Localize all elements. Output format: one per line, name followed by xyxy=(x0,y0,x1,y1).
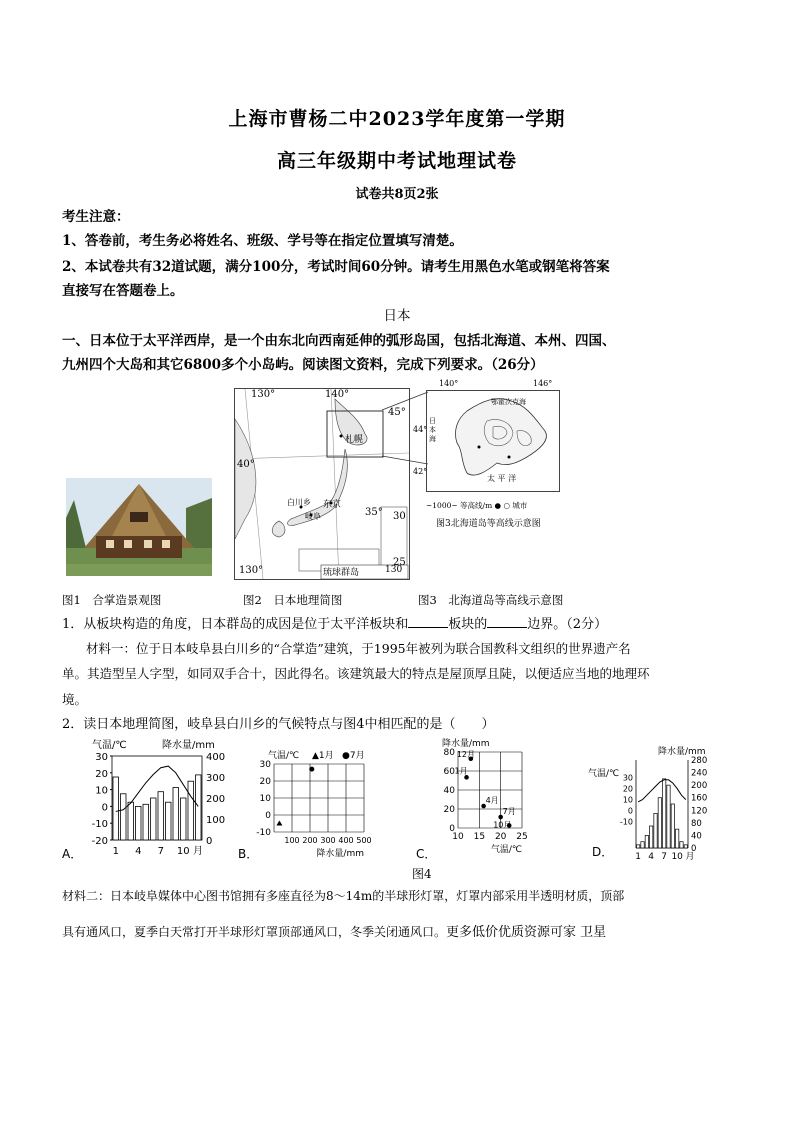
chart-b-legend-jul: ●7月 xyxy=(342,751,365,761)
chart-d-precip-bar xyxy=(667,785,670,848)
chart-c-x-tick: 10 xyxy=(452,832,464,842)
map-label-sapporo: 札幌 xyxy=(345,435,364,445)
chart-a-precip-tick: 0 xyxy=(206,836,213,847)
question-1 xyxy=(62,614,734,636)
material-1-line-3: 境。 xyxy=(62,692,88,707)
chart-d-precip-bar xyxy=(671,804,674,848)
chart-a-temp-tick: 30 xyxy=(95,752,108,763)
chart-b-x-tick: 400 xyxy=(338,836,354,845)
q1-blank-2[interactable] xyxy=(487,615,527,628)
section-title: 日本 xyxy=(383,308,411,324)
map-label-gifu: 岐阜 xyxy=(305,512,321,521)
caption-fig3: 图3 北海道岛等高线示意图 xyxy=(418,593,564,607)
chart-b-y-tick: 0 xyxy=(265,811,271,821)
chart-d-month-tick: 4 xyxy=(648,852,655,860)
chart-d-temp-tick: 20 xyxy=(622,784,633,794)
label-japan-sea: 日本海 xyxy=(429,417,436,443)
section-intro-1: 一、日本位于太平洋西岸，是一个由东北向西南延伸的弧形岛国，包括北海道、本州、四国、 xyxy=(62,333,616,349)
chart-d-precip-tick: 240 xyxy=(691,768,708,779)
chart-d-precip-tick: 280 xyxy=(691,756,708,766)
chart-d-temp-label: 气温/℃ xyxy=(588,769,620,779)
section-intro-2: 九州四个大岛和其它6800多个小岛屿。阅读图文资料，完成下列要求。（26分） xyxy=(62,357,544,373)
chart-c-xlabel: 气温/℃ xyxy=(490,845,522,855)
chart-a-precip-bar xyxy=(113,777,119,840)
page-count: 试卷共8页2张 xyxy=(355,187,439,202)
chart-d-precip-bar xyxy=(684,845,687,848)
chart-a-precip-label: 降水量/mm xyxy=(162,740,215,751)
chart-a-precip-tick: 100 xyxy=(206,815,226,826)
chart-d-temp-tick: 10 xyxy=(622,795,633,805)
map-lat-30: 30 xyxy=(393,511,406,522)
climate-chart-d[interactable] xyxy=(588,744,724,860)
map-lon-140: 140° xyxy=(325,389,350,400)
material-1-line-1: 材料一：位于日本岐阜县白川乡的“合掌造”建筑，于1995年被列为联合国教科文组织的世界遗产名 xyxy=(86,641,631,656)
exam-subtitle: 高三年级期中考试地理试卷 xyxy=(276,150,517,172)
chart-d-precip-bar xyxy=(654,813,657,848)
chart-a-precip-tick: 300 xyxy=(206,773,226,784)
ad-text[interactable]: 更多低价优质资源可家 卫星 xyxy=(446,925,607,940)
chart-a-precip-bar xyxy=(173,788,179,841)
chart-c-point-label: 4月 xyxy=(485,796,499,806)
chart-c-y-tick: 20 xyxy=(443,805,455,815)
map-lon-130: 130° xyxy=(251,389,276,400)
hokkaido-lon-140: 140° xyxy=(439,379,459,388)
chart-b-y-tick: 10 xyxy=(259,794,271,804)
map-label-shirakawa: 白川乡 xyxy=(287,498,311,507)
chart-b-x-tick: 100 xyxy=(284,836,300,845)
q1-text-b: 板块的 xyxy=(448,617,488,632)
chart-d-temp-tick: -10 xyxy=(619,817,633,827)
chart-b-y-tick: -10 xyxy=(256,828,271,838)
chart-c-point-label: 10月 xyxy=(493,820,512,830)
notice-heading: 考生注意： xyxy=(62,209,130,225)
chart-b-x-tick: 200 xyxy=(302,836,318,845)
chart-d-month-tick: 月 xyxy=(685,852,695,860)
chart-d-temp-tick: 30 xyxy=(622,773,633,783)
question-2: 2．读日本地理简图，岐阜县白川乡的气候特点与图4中相匹配的是（ ） xyxy=(62,717,495,732)
chart-a-temp-tick: 10 xyxy=(95,785,108,797)
chart-b-xlabel: 降水量/mm xyxy=(316,849,364,859)
chart-a-month-tick: 4 xyxy=(135,846,142,857)
chart-a-precip-tick: 200 xyxy=(206,794,226,805)
chart-d-precip-bar xyxy=(663,779,666,848)
chart-d-precip-bar xyxy=(637,845,640,848)
chart-d-precip-tick: 200 xyxy=(691,781,708,792)
hokkaido-lat-42: 42° xyxy=(413,467,428,476)
chart-b-x-tick: 500 xyxy=(356,836,372,845)
chart-a-temp-label: 气温/℃ xyxy=(92,740,127,751)
map-lon-130-inset: 130 xyxy=(385,565,403,575)
chart-d-precip-label: 降水量/mm xyxy=(658,747,706,757)
chart-b-ylabel: 气温/℃ xyxy=(268,751,300,761)
map-label-ryukyu: 琉球群岛 xyxy=(323,568,360,578)
chart-a-precip-bar xyxy=(158,792,164,840)
chart-c-x-tick: 25 xyxy=(516,832,528,842)
chart-d-temp-line xyxy=(638,780,686,802)
chart-c-y-tick: 40 xyxy=(443,786,455,796)
hokkaido-map xyxy=(413,379,560,492)
climate-chart-b[interactable] xyxy=(238,746,378,860)
chart-a-temp-tick: -20 xyxy=(91,836,108,847)
chart-c-x-tick: 20 xyxy=(494,832,507,842)
chart-a-precip-bar xyxy=(151,798,157,840)
chart-c-x-tick: 15 xyxy=(473,832,486,842)
map-lat-40: 40° xyxy=(237,459,255,470)
chart-c-y-tick: 60 xyxy=(443,767,455,777)
chart-b-option-label: B． xyxy=(238,847,259,860)
chart-d-precip-tick: 40 xyxy=(691,831,702,842)
chart-a-precip-bar xyxy=(121,794,127,840)
climate-chart-a[interactable] xyxy=(62,736,232,860)
chart-a-precip-bar xyxy=(143,804,149,840)
chart-a-precip-bar xyxy=(136,806,142,840)
chart-a-option-label: A． xyxy=(62,847,83,860)
caption-fig1: 图1 合掌造景观图 xyxy=(62,593,162,607)
chart-c-point-label: 1月 xyxy=(454,766,468,776)
chart-b-point-jul xyxy=(309,767,314,772)
chart-d-precip-bar xyxy=(641,842,644,848)
chart-c-point-label: 7月 xyxy=(502,807,516,817)
chart-a-precip-bar xyxy=(166,802,172,840)
chart-d-option-label: D． xyxy=(592,845,614,859)
map-lon-130-bottom: 130° xyxy=(239,565,264,576)
chart-b-point-jan xyxy=(276,821,282,826)
chart-a-temp-tick: -10 xyxy=(91,819,108,831)
chart-a-temp-tick: 20 xyxy=(95,768,108,780)
label-okhotsk: 鄂霍次克海 xyxy=(491,398,526,406)
caption-fig2: 图2 日本地理简图 xyxy=(243,593,343,607)
chart-d-precip-tick: 0 xyxy=(691,844,697,854)
chart-d-precip-tick: 160 xyxy=(691,793,708,804)
chart-d-precip-bar xyxy=(650,826,653,848)
chart-c-ylabel: 降水量/mm xyxy=(442,739,490,749)
chart-d-precip-tick: 120 xyxy=(691,806,708,817)
chart-b-x-tick: 300 xyxy=(320,836,336,845)
hokkaido-lon-146: 146° xyxy=(533,379,553,388)
chart-b-y-tick: 30 xyxy=(259,760,271,770)
q1-blank-1[interactable] xyxy=(408,615,448,628)
chart-d-precip-bar xyxy=(676,829,679,848)
chart-b-legend-jan: ▲1月 xyxy=(312,751,334,761)
chart-a-temp-tick: 0 xyxy=(101,802,108,814)
chart-a-precip-bar xyxy=(181,798,187,840)
notice-item-2: 2、本试卷共有32道试题，满分100分，考试时间60分钟。请考生用黑色水笔或钢笔将答案 xyxy=(62,259,610,275)
map-lat-45: 45° xyxy=(388,407,406,418)
chart-a-month-tick: 7 xyxy=(157,846,164,857)
chart-c-option-label: C． xyxy=(416,847,437,860)
notice-item-1: 1、答卷前，考生务必将姓名、班级、学号等在指定位置填写清楚。 xyxy=(62,233,463,249)
chart-a-precip-bar xyxy=(128,802,134,840)
chart-a-month-tick: 1 xyxy=(112,846,119,857)
label-pacific: 太 平 洋 xyxy=(487,474,517,483)
notice-item-2-cont: 直接写在答题卷上。 xyxy=(62,283,184,299)
chart-d-precip-bar xyxy=(680,842,683,848)
chart-d-month-tick: 1 xyxy=(635,852,642,860)
hokkaido-lat-44: 44° xyxy=(413,425,428,434)
chart-a-precip-bar xyxy=(196,775,202,840)
material-2-line-2 xyxy=(62,920,742,945)
chart-d-temp-tick: 0 xyxy=(627,806,633,816)
chart-d-precip-bar xyxy=(658,798,661,848)
gassho-zukuri-photo xyxy=(66,478,212,576)
chart-a-month-tick: 10 xyxy=(176,846,190,857)
figure-4-caption: 图4 xyxy=(412,867,432,881)
chart-d-month-tick: 7 xyxy=(661,852,668,860)
chart-c-y-tick: 0 xyxy=(449,824,455,834)
chart-d-month-tick: 10 xyxy=(671,852,683,860)
hokkaido-inner-caption: 图3北海道岛等高线示意图 xyxy=(436,519,541,529)
chart-d-precip-bar xyxy=(645,835,648,848)
hokkaido-legend: ~1000~ 等高线/m ● ○ 城市 xyxy=(426,501,528,510)
map-label-tokyo: 东京 xyxy=(323,500,342,510)
material-1-line-2: 单。其造型呈人字型，如同双手合十，因此得名。该建筑最大的特点是屋顶厚且陡，以便适应当地的地理环 xyxy=(62,666,650,681)
chart-a-precip-bar xyxy=(188,781,194,840)
chart-c-point xyxy=(464,775,469,780)
material-2-line-1: 材料二：日本岐阜媒体中心图书馆拥有多座直径为8～14m的半球形灯罩，灯罩内部采用半透明材质，顶部 xyxy=(62,889,625,903)
chart-a-month-tick: 月 xyxy=(193,846,203,857)
chart-c-y-tick: 80 xyxy=(443,748,455,758)
material-2-text: 具有通风口，夏季白天常打开半球形灯罩顶部通风口，冬季关闭通风口。 xyxy=(62,925,447,939)
climate-chart-c[interactable] xyxy=(416,736,536,860)
map-lat-35: 35° xyxy=(365,507,383,518)
exam-title: 上海市曹杨二中2023学年度第一学期 xyxy=(228,108,566,130)
map-lat-25: 25 xyxy=(393,557,406,568)
chart-d-precip-tick: 80 xyxy=(691,818,702,829)
chart-c-point-label: 12月 xyxy=(456,749,475,759)
chart-b-y-tick: 20 xyxy=(259,777,271,787)
chart-a-precip-tick: 400 xyxy=(206,752,226,763)
q1-text-c: 边界。（2分） xyxy=(527,617,608,632)
q1-text-a: 1．从板块构造的角度，日本群岛的成因是位于太平洋板块和 xyxy=(62,617,409,632)
